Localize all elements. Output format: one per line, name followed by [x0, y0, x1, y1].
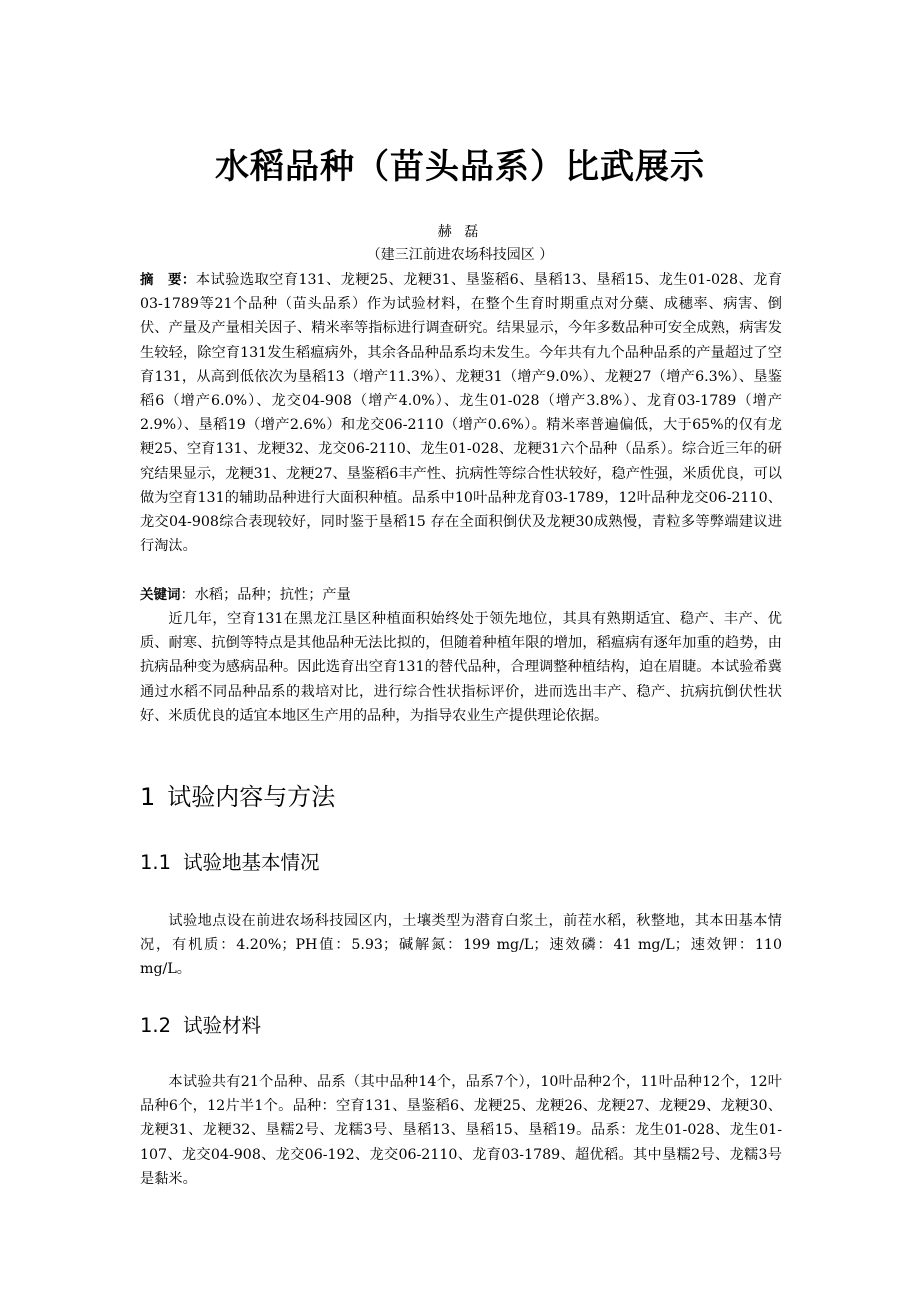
subsection-title: 试验材料 [183, 1014, 262, 1037]
subsection-number: 1.2 [140, 1014, 172, 1037]
author: 赫 磊 [437, 224, 483, 240]
section-title: 试验内容与方法 [167, 783, 336, 811]
section-heading-1 [140, 780, 335, 814]
abstract [140, 268, 782, 558]
materials-paragraph: 本试验共有21个品种、品系（其中品种14个，品系7个），10叶品种2个，11叶品种12个，12叶品种6个，12片半1个。品种：空育131、垦鉴稻6、龙粳25、龙粳26、龙粳27、龙粳29、龙粳30、龙粳31、龙粳32、垦糯2号、龙糯3号、垦稻13、垦稻15、垦稻19。品系：龙生01-028、龙生01-107、龙交04-908、龙交06-192、龙交06-2110、龙育03-1789、超优稻。其中垦糯2号、龙糯3号是黏米。 [140, 1074, 782, 1187]
intro-paragraph: 近几年，空育131在黑龙江垦区种植面积始终处于领先地位，其具有熟期适宜、稳产、丰产、优质、耐寒、抗倒等特点是其他品种无法比拟的，但随着种植年限的增加，稻瘟病有逐年加重的趋势，由抗病品种变为感病品种。因此选育出空育131的替代品种，合理调整种植结构，迫在眉睫。本试验希冀通过水稻不同品种品系的栽培对比，进行综合性状指标评价，进而选出丰产、稳产、抗病抗倒伏性状好、米质优良的适宜本地区生产用的品种，为指导农业生产提供理论依据。 [140, 611, 782, 724]
subsection-heading-1-1 [140, 848, 320, 878]
site-paragraph: 试验地点设在前进农场科技园区内，土壤类型为潜育白浆土，前茬水稻，秋整地，其本田基本情况，有机质：4.20%；PH值：5.93；碱解氮：199 mg/L；速效磷：41 mg/L；速效钾：110 mg/L。 [140, 913, 782, 978]
abstract-text: 本试验选取空育131、龙粳25、龙粳31、垦鉴稻6、垦稻13、垦稻15、龙生01-028、龙育03-1789等21个品种（苗头品系）作为试验材料，在整个生育时期重点对分蘖、成穗率、病害、倒伏、产量及产量相关因子、精米率等指标进行调查研究。结果显示，今年多数品种可安全成熟，病害发生较轻，除空育131发生稻瘟病外，其余各品种品系均未发生。今年共有九个品种品系的产量超过了空育131，从高到低依次为垦稻13（增产11.3%）、龙粳31（增产9.0%）、龙粳27（增产6.3%）、垦鉴稻6（增产6.0%）、龙交04-908（增产4.0%）、龙生01-028（增产3.8%）、龙育03-1789（增产2.9%）、垦稻19（增产2.6%）和龙交06-2110（增产0.6%）。精米率普遍偏低，大于65%的仅有龙粳25、空育131、龙粳32、龙交06-2110、龙生01-028、龙粳31六个品种（品系）。综合近三年的研究结果显示，龙粳31、龙粳27、垦鉴稻6丰产性、抗病性等综合性状较好，稳产性强，米质优良，可以做为空育131的辅助品种进行大面积种植。品系中10叶品种龙育03-1789，12叶品种龙交06-2110、龙交04-908综合表现较好，同时鉴于垦稻15 存在全面积倒伏及龙粳30成熟慢，青粒多等弊端建议进行淘汰。 [140, 272, 783, 555]
document-title: 水稻品种（苗头品系）比武展示 [215, 147, 705, 187]
abstract-label: 摘 要： [140, 272, 196, 288]
subsection-number: 1.1 [140, 851, 172, 874]
subsection-title: 试验地基本情况 [183, 851, 320, 874]
section-number: 1 [140, 783, 156, 811]
subsection-heading-1-2 [140, 1011, 261, 1041]
keywords-text: ：水稻；品种；抗性；产量 [180, 587, 351, 603]
keywords-label: 关键词 [140, 587, 181, 603]
affiliation: （建三江前进农场科技园区 ） [366, 247, 554, 263]
keywords [140, 583, 782, 607]
